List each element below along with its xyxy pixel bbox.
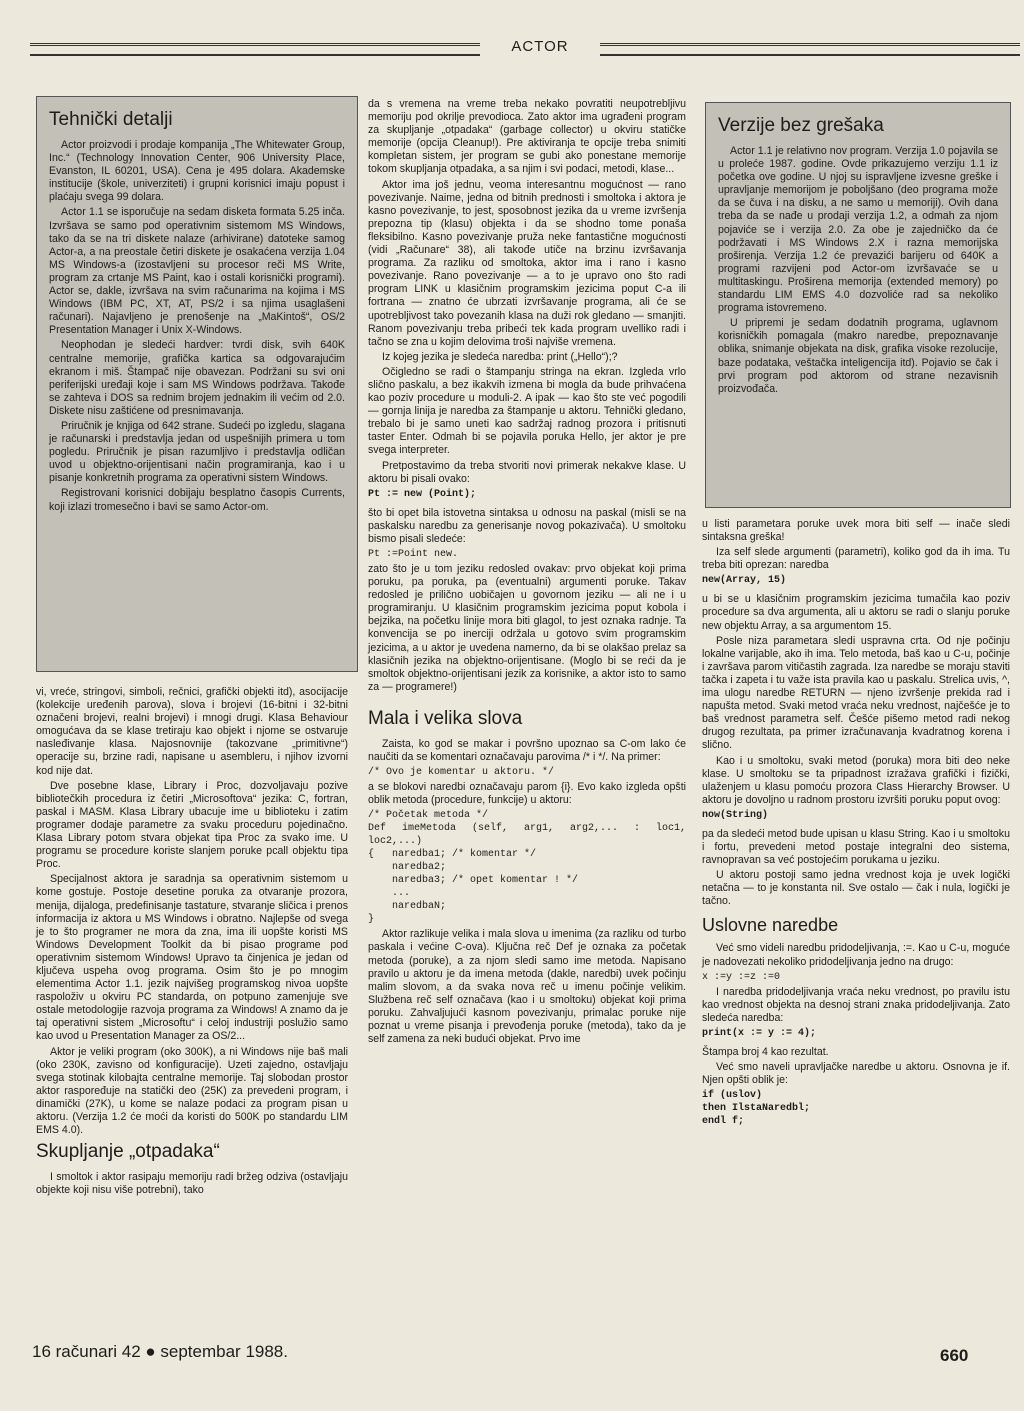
paragraph: Dve posebne klase, Library i Proc, dozvoljavaju pozive bibliotečkih procedura iz četiri „Microsoftova“ jezika: C, fortran, paskal i MASM. Klasa Library ubacuje ime u biblioteku i zatim programer dodaje parametre za svaku proceduru pojedinačno. Klasa Library potom stvara objekat tipa Proc za svako ime. U programu se procedure koriste slanjem poruke pcall objektu tipa Proc. (36, 779, 348, 871)
paragraph: Iza self slede argumenti (parametri), koliko god da ih ima. Tu treba biti oprezan: naredba (702, 546, 1010, 572)
paragraph: zato što je u tom jeziku redosled ovakav: prvo objekat koji prima poruku, pa poruka, pa (eventualni) argumenti poruke. Takav redosled je prilično uobičajen u govornom jeziku — ali ne i u programiranju. U klasičnim programskim jezicima poput kobola i bejzika, na početku linije mora biti glagol, to jest oznaka radnje. Ta konvencija se po inerciji održala u gotovo svim programskim jezicima, a u aktor je uvedena namerno, da bi se olakšao prelaz sa klasičnih jezika na objektno-orijentisane. (Moglo bi se reći da je smoltok objektno-orijentisani jezik za korisnike, a aktor isto to samo za — programere!) (368, 563, 686, 693)
code-line: new(Array, 15) (702, 575, 787, 587)
code-line: /* Ovo je komentar u aktoru. */ (368, 767, 555, 779)
paragraph: Aktor razlikuje velika i mala slova u imenima (za razliku od turbo paskala i većine C-ova). Ključna reč Def je oznaka za početak metoda (poruke), a za njom sledi samo ime metoda. Napisano pravilo u aktoru je da imena metoda (dakle, naredbi) uvek počinju malim slovom, a da svaka nova reč u imenu počinje velikim. Službena reč self označava (kao i u smoltoku) objekat koji prima poruku. Zahvaljujući kasnom povezivanju, primalac poruke nije poznat u vreme pisanja i prevođenja poruke (metoda), tako da je self zamena za neki budući objekat. Prvo ime (368, 928, 686, 1046)
sidebar-box-versions (705, 102, 1011, 508)
box-paragraph: Neophodan je sledeći hardver: tvrdi disk, svih 640K centralne memorije, grafička kartica sa odgovarajućim ekranom i miš. Štampač nije obavezan. Podržani su svi oni periferijski uređaji koje i sam MS Windows podržava. Takođe se zahteva i DOS sa rednim brojem jednakim ili većim od 2.0. Diskete nisu zaštićene od presnimavanja. (49, 339, 345, 417)
paragraph: Već smo videli naredbu pridodeljivanja, :=. Kao u C-u, moguće je nadovezati nekoliko pridodeljivanja jedno na drugo: (702, 942, 1010, 968)
code-line: Pt :=Point new. (368, 549, 459, 560)
code-block: /* Početak metoda */ Def imeMetoda (self, arg1, arg2,... : loc1, loc2,...) { naredba1; /* komentar */ naredba2; naredba3; /* opet komentar ! */ ... naredbaN; } (368, 810, 686, 926)
footer-page-number: 660 (940, 1346, 969, 1365)
paragraph: Specijalnost aktora je saradnja sa operativnim sistemom u kome gostuje. Postoje desetine poruka za otvaranje prozora, menija, dijaloga, predefinisanje tastature, stvaranje sličica i prenos informacija iz aktora u MS Windows i obratno. Najlepše od svega je to što programer ne mora da zna, ima ili uopšte koristi MS Windows Development Toolkit da bi pisao programe pod operativnim sistemom Windows! Upravo ta činjenica je jedan od ključeva uspeha ovog programa. Osim što je po mnogim elementima Actor 1.1. jezik najvišeg programskog nivoa uopšte raspoloživ u okviru PC standarda, on potpuno zamenjuje sve ostale metodologije razvoja programa za Windows! A znamo da je taj operativni sistem „Microsoftu“ i celoj industriji poslužio samo kao uvod u Presentation Manager za OS/2... (36, 873, 348, 1043)
column-2 (368, 98, 686, 1048)
column-1 (36, 686, 348, 1199)
code-line: Pt := new (Point); (368, 488, 477, 500)
paragraph: Pretpostavimo da treba stvoriti novi primerak nekakve klase. U aktoru bi pisali ovako: (368, 459, 686, 485)
header-title: ACTOR (511, 38, 569, 55)
column-3 (702, 518, 1010, 1134)
section-heading: Skupljanje „otpadaka“ (36, 1141, 220, 1163)
box-title: Tehnički detalji (49, 109, 173, 130)
code-block: if (uslov) then IlstaNaredbl; endl f; (702, 1090, 811, 1128)
section-heading: Mala i velika slova (368, 707, 523, 729)
header-rule-right (600, 43, 1020, 56)
paragraph: Štampa broj 4 kao rezultat. (702, 1045, 829, 1058)
paragraph: Iz kojeg jezika je sledeća naredba: print („Hello“);? (382, 350, 618, 363)
box-paragraph: Actor 1.1 se isporučuje na sedam disketa formata 5.25 inča. Izvršava se samo pod operativnim sistemom MS Windows, tako da se na tri diskete nalaze (arhivirane) datoteke samog Actor-a, a na preostale četiri diskete je osakaćena verzija 1.04 MS Windows-a (izostavljeni su procesor reči MS Write, program za crtanje MS Paint, kao i ostali korisnički programi). Actor se, dakle, izvršava na svim računarima na kojima i MS Windows (IBM PC, XT, AT, PS/2 i sa njima usaglašeni računari). Najavljeno je prenošenje na „MaKintoš“, OS/2 Presentation Manager i Unix X-Windows. (49, 206, 345, 337)
box-title: Verzije bez grešaka (718, 115, 884, 136)
paragraph: u bi se u klasičnim programskim jezicima tumačila kao poziv procedure sa dva argumenta, ali u aktoru se radi o slanju poruke new objektu Array, a sa argumentom 15. (702, 593, 1010, 632)
header-rule-left (30, 43, 480, 56)
paragraph: Aktor je veliki program (oko 300K), a ni Windows nije baš mali (oko 230K, zavisno od konfiguracije). Uzeti zajedno, ostavljaju svega stotinak kilobajta centralne memorije. Taj slobodan prostor aktor raspoređuje na statički deo (25K) za prevedeni program, i dinamički (27K), u kome se nalaze podaci za program pisan u aktoru. (Verzija 1.2 će moći da koristi do 500K po standardu LIM EMS 4.0). (36, 1045, 348, 1137)
box-paragraph: Actor proizvodi i prodaje kompanija „The Whitewater Group, Inc.“ (Technology Innovation Center, 906 University Place, Evanston, IL 60201, USA). Cena je 495 dolara. Akademske institucije (škole, univerziteti) i grupni korisnici imaju popust i plaćaju svega 99 dolara. (49, 139, 345, 204)
paragraph: Zaista, ko god se makar i površno upoznao sa C-om lako će naučiti da se komentari označavaju parovima /* i */. Na primer: (368, 737, 686, 764)
paragraph: Očigledno se radi o štampanju stringa na ekran. Izgleda vrlo slično paskalu, a bez ikakvih izmena bi mogla da bude prihvaćena kao poziv procedure u moduli-2. A ipak — kao što ste već pogodili — gornja linija je naredba za štampanje u aktoru. Tehnički gledano, trebalo bi je samo uneti kao sadržaj radnog prozora i pritisnuti taster Enter. Odmah bi se pojavila poruka Hello, jer aktor je pre svega interpreter. (368, 365, 686, 457)
paragraph: I naredba pridodeljivanja vraća neku vrednost, po pravilu istu kao vrednost objekta na desnoj strani znaka pridodeljivanja. Zato sledeća naredba: (702, 985, 1010, 1024)
box-paragraph: Priručnik je knjiga od 642 strane. Sudeći po izgledu, slagana je računarski i predstavlja jedan od uspešnijih primera u tom pogledu. Priručnik je pisan razumljivo i predstavlja odličan uvod u objektno-orijentisani način programiranja, kao i u pisanje konkretnih programa za operativni sistem Windows. (49, 419, 345, 485)
code-line: x :=y :=z :=0 (702, 971, 781, 983)
paragraph: što bi opet bila istovetna sintaksa u odnosu na paskal (misli se na paskalsku naredbu za generisanje novog pokazivača). U smoltoku bismo pisali sledeće: (368, 506, 686, 545)
code-line: now(String) (702, 809, 769, 821)
paragraph: U aktoru postoji samo jedna vrednost koja je uvek logički netačna — to je konstanta nil. Sve ostalo — čak i nula, logički je tačno. (702, 869, 1010, 908)
paragraph: Već smo naveli upravljačke naredbe u aktoru. Osnovna je if. Njen opšti oblik je: (702, 1061, 1010, 1087)
paragraph: pa da sledeći metod bude upisan u klasu String. Kao i u smoltoku i fortu, prevedeni metod postaje integralni deo sistema, ravnopravan sa već postojećim porukama u jeziku. (702, 827, 1010, 867)
paragraph: vi, vreće, stringovi, simboli, rečnici, grafički objekti itd), asocijacije (kolekcije uređenih parova), slova i brojevi (16-bitni i 32-bitni označeni brojevi, realni brojevi) i mnogi drugi. Klasa Behaviour omogućava da se klase tretiraju kao objekt i njome se ostvaruje nasleđivanje klasa. Najosnovnije (takozvane „primitivne“) operacije su, brzine radi, napisane u asembleru, i njihov izvorni kod nije dat. (36, 686, 348, 777)
paragraph: Posle niza parametara sledi uspravna crta. Od nje počinju lokalne varijable, ako ih ima. Telo metoda, baš kao u C-u, počinje i završava parom vitičastih zagrada. Iza naredbe se moraju staviti tačka i zapeta i tu važe ista pravila kao u paskalu. Strelica uvis, ^, ima ulogu naredbe RETURN — njeno izvršenje prekida rad i napušta metod. Svaki metod vraća neku vrednost, najčešće je to baš vrednost parametra self. Češće pišemo metod radi nekog drugog rezultata, pa primer izračunavanja kvadratnog korena i slično. (702, 634, 1010, 752)
paragraph: a se blokovi naredbi označavaju parom {i}. Evo kako izgleda opšti oblik metoda (procedure, funkcije) u aktoru: (368, 781, 686, 807)
paragraph: u listi parametara poruke uvek mora biti self — inače sledi sintaksna greška! (702, 518, 1010, 544)
paragraph: Aktor ima još jednu, veoma interesantnu mogućnost — rano povezivanje. Naime, jedna od bitnih prednosti i smoltoka i aktora je kasno povezivanje, to jest, sposobnost jezika da u vreme izvršenja prepozna tip (klasu) objekta i da se shodno tome ponaša fleksibilno. Kasno povezivanje pruža neke fantastične mogućnosti (vidi „Računare“ 38), ali takođe utiče na brzinu izvršavanja programa. Za razliku od smoltoka, aktor ima i rano i kasno povezivanje. Rano povezivanje — a to je upravo ono što radi program LINK u klasičnim programskim jezicima poput C-a ili fortrana — znatno će ubrzati izvršavanje programa, ali će se upotrebljivost tako povezanih klasa na duži rok gledano — smanjiti. Ranom povezivanju treba pribeći tek kada program uvelliko radi i tačno se zna u kojim delovima troši najviše vremena. (368, 178, 686, 348)
paragraph: I smoltok i aktor rasipaju memoriju radi bržeg odziva (ostavljaju objekte koji nisu više potrebni), tako (36, 1171, 348, 1197)
page-header (30, 38, 1020, 58)
section-heading: Uslovne naredbe (702, 915, 839, 936)
box-paragraph: Actor 1.1 je relativno nov program. Verzija 1.0 pojavila se u proleće 1987. godine. Ovde prikazujemo verziju 1.1 iz početka ove godine. U njoj su ispravljene izvesne greške i upravljanje memorijom je poboljšano (deo programa može da se čuva i na disku, a ne samo u memoriji). Ovih dana treba da se nađe u prodaji verzija 1.2, a odmah za njom pojaviće se i verzija 2.0. Za obe je zajedničko da će podržavati i MS Windows 2.X i razna memorijska proširenja. Verzija 1.2 će prevazići barijeru od 640K a programi razvijeni pod Actor-om izvršavaće se u multitaskingu. Proširena memorija (extended memory) po standardu LIM EMS 4.0 dozvoliće rad sa nekoliko programa istovremeno. (718, 145, 998, 315)
box-paragraph: U pripremi je sedam dodatnih programa, uglavnom korisničkih pomagala (makro naredbe, prepoznavanje oblika, snimanje objekata na disk, grafika visoke rezolucije, baze podataka, veštačka inteligencija itd). Pojavio se čak i prvi program pod aktorom od strane nezavisnih proizvođača. (718, 317, 998, 395)
sidebar-box-technical-details (36, 96, 358, 672)
code-line: print(x := y := 4); (702, 1027, 817, 1039)
footer-issue-info: 16 računari 42 ● septembar 1988. (32, 1342, 288, 1361)
paragraph: da s vremena na vreme treba nekako povratiti neupotrebljivu memoriju pod okrilje prevodioca. Zato aktor ima ugrađeni program za skupljanje „otpadaka“ (garbage collector) u okviru statičke memorije (opcija Cleanup!). Pre aktiviranja te opcije treba snimiti kompletan sistem, jer program se gubi ako ponestane memorije tokom skupljanja otpadaka, a sa njim i svi podaci, metodi, klase... (368, 98, 686, 176)
paragraph: Kao i u smoltoku, svaki metod (poruka) mora biti deo neke klase. U smoltoku se ta pripadnost izražava grafički i fizički, ulaženjem u klasu pomoću prozora Class Hierarchy Browser. U aktoru je dovoljno u radnom prostoru izvršiti poruku poput ovog: (702, 754, 1010, 806)
box-paragraph: Registrovani korisnici dobijaju besplatno časopis Currents, koji izlazi tromesečno i bavi se samo Actor-om. (49, 487, 345, 513)
